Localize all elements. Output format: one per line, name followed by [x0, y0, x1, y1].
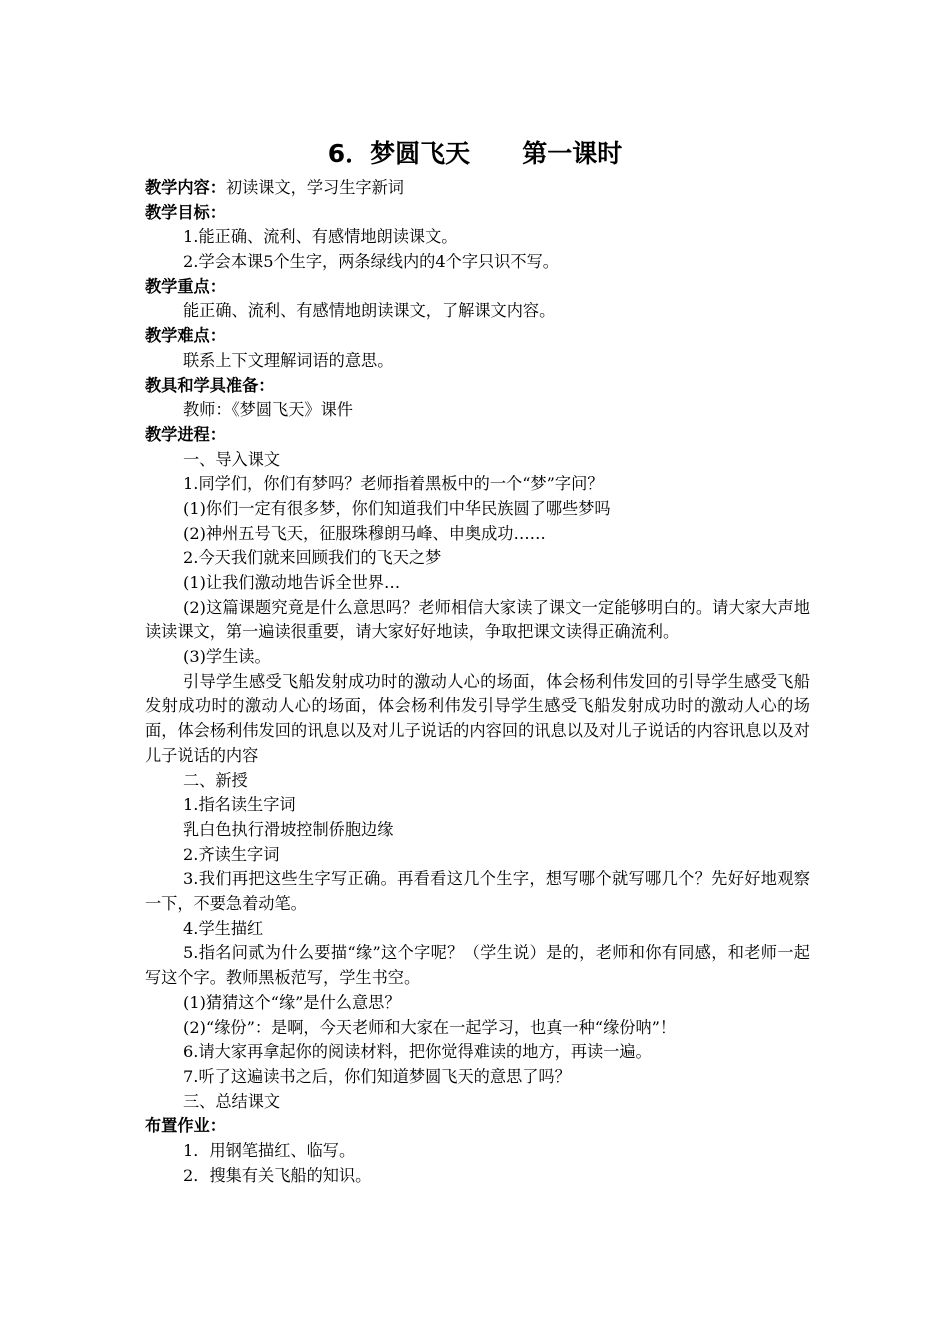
process-line: 1.指名读生字词: [183, 795, 296, 815]
process-line: 1.同学们，你们有梦吗？老师指着黑板中的一个“梦”字问？: [183, 474, 604, 494]
process-line: 一、导入课文: [183, 449, 281, 469]
process-paragraph: 3.我们再把这些生字写正确。再看看这几个生字，想写哪个就写哪几个？先好好地观察一下，不要急着动笔。: [145, 869, 810, 914]
process-line: 2.齐读生字词: [183, 844, 280, 864]
process-paragraph: 引导学生感受飞船发射成功时的激动人心的场面，体会杨利伟发回的引导学生感受飞船发射成功时的激动人心的场面，体会杨利伟发引导学生感受飞船发射成功时的激动人心的场面，体会杨利伟发回的讯息以及对儿子说话的内容回的讯息以及对儿子说话的内容讯息以及对儿子说话的内容: [145, 671, 810, 765]
prep-text: 教师：《梦圆飞天》课件: [183, 400, 353, 420]
prep-label: 教具和学具准备：: [145, 375, 275, 395]
lesson-title: 6．梦圆飞天 第一课时: [327, 139, 623, 168]
process-line: (1)你们一定有很多梦，你们知道我们中华民族圆了哪些梦吗: [183, 498, 611, 518]
process-line: 4.学生描红: [183, 918, 264, 938]
process-line: (1)让我们激动地告诉全世界…: [183, 573, 401, 592]
goal-item: 2.学会本课5个生字，两条绿线内的4个字只识不写。: [183, 252, 559, 272]
process-paragraph: (2)这篇课题究竟是什么意思吗？老师相信大家读了课文一定能够明白的。请大家大声地读读课文，第一遍读很重要，请大家好好地读，争取把课文读得正确流利。: [145, 597, 810, 642]
goals-label: 教学目标：: [145, 202, 226, 222]
content-label: 教学内容：: [145, 178, 226, 197]
difficulty-label: 教学难点：: [145, 326, 226, 346]
goal-item: 1.能正确、流利、有感情地朗读课文。: [183, 227, 458, 247]
process-line: 7.听了这遍读书之后，你们知道梦圆飞天的意思了吗？: [183, 1066, 571, 1086]
process-line: 二、新授: [183, 770, 248, 790]
homework-item: 2．搜集有关飞船的知识。: [183, 1165, 372, 1185]
key-point-label: 教学重点：: [145, 276, 226, 296]
lesson-body: [145, 176, 810, 1188]
key-point-text: 能正确、流利、有感情地朗读课文，了解课文内容。: [183, 301, 556, 321]
process-line: 三、总结课文: [183, 1091, 281, 1111]
content-text: 初读课文，学习生字新词: [225, 178, 404, 197]
process-line: (3)学生读。: [183, 647, 271, 667]
homework-label: 布置作业：: [145, 1116, 226, 1136]
process-line: 2.今天我们就来回顾我们的飞天之梦: [183, 548, 442, 568]
process-line: 乳白色执行滑坡控制侨胞边缘: [183, 819, 394, 839]
process-line: (2)神州五号飞天，征服珠穆朗马峰、申奥成功……: [183, 523, 546, 543]
process-paragraph: 5.指名问贰为什么要描“缘”这个字呢？（学生说）是的，老师和你有同感，和老师一起写这个字。教师黑板范写，学生书空。: [145, 943, 810, 988]
process-line: (1)猜猜这个“缘”是什么意思？: [183, 992, 401, 1012]
content-row: [145, 176, 810, 201]
process-line: 6.请大家再拿起你的阅读材料，把你觉得难读的地方，再读一遍。: [183, 1042, 652, 1062]
homework-item: 1．用钢笔描红、临写。: [183, 1140, 356, 1160]
process-label: 教学进程：: [145, 424, 226, 444]
difficulty-text: 联系上下文理解词语的意思。: [183, 350, 394, 370]
process-line: (2)“缘份”：是啊，今天老师和大家在一起学习，也真一种“缘份呐”！: [183, 1017, 677, 1037]
